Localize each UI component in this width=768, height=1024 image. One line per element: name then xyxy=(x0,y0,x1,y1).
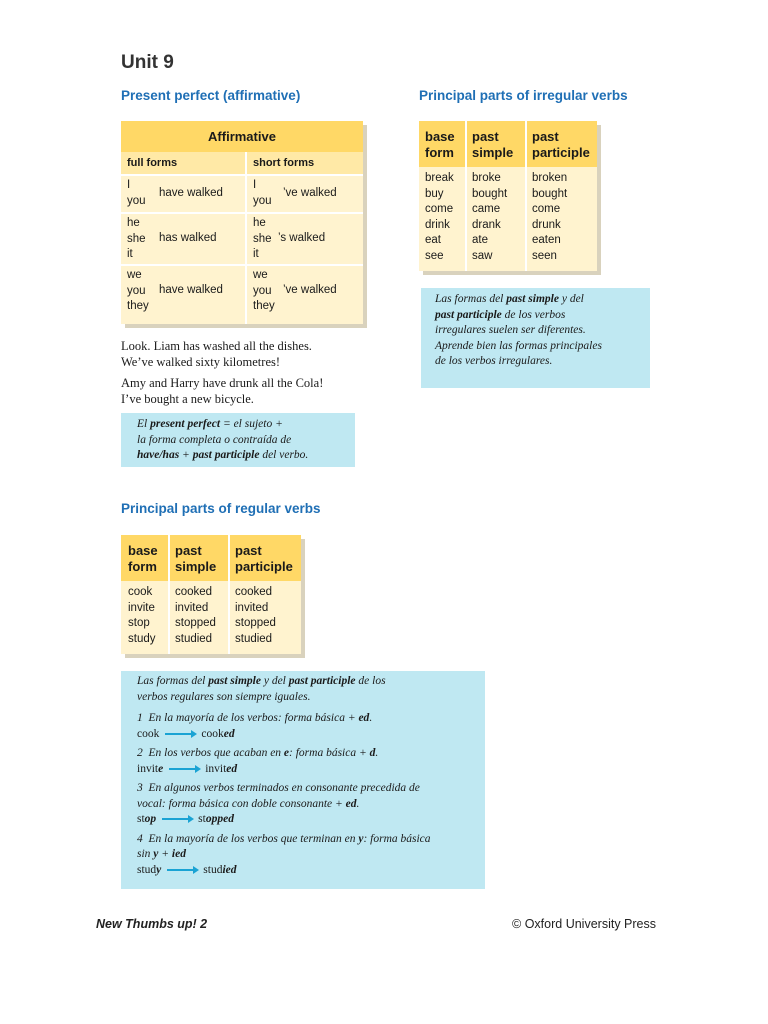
header-past-simple: past simple xyxy=(175,543,217,574)
rule-1: 1 En la mayoría de los verbos: forma básica + ed. cook cooked xyxy=(137,712,373,740)
short-form-cell: ’ve walked xyxy=(283,284,337,296)
full-form-cell: have walked xyxy=(159,187,223,199)
past-participle-column: broken bought come drunk eaten seen xyxy=(532,172,568,262)
arrow-icon xyxy=(165,733,195,735)
table-row xyxy=(121,174,363,214)
header-base-form: base form xyxy=(425,129,455,160)
past-participle-column: cooked invited stopped studied xyxy=(235,586,276,645)
present-perfect-note: El present perfect = el sujeto + la forma completa o contraída de have/has + past participle del verbo. xyxy=(121,413,355,467)
header-past-simple: past simple xyxy=(472,129,514,160)
rule-4: 4 En la mayoría de los verbos que terminan en y: forma básica sin y + ied study studied xyxy=(137,832,431,876)
header-past-participle: past participle xyxy=(235,543,293,574)
table-row xyxy=(121,212,363,266)
example-sentence: Look. Liam has washed all the dishes. xyxy=(121,339,312,353)
table-row xyxy=(121,264,363,326)
header-base-form: base form xyxy=(128,543,158,574)
past-simple-column: broke bought came drank ate saw xyxy=(472,172,508,262)
full-form-cell: has walked xyxy=(159,232,217,244)
col-full-forms: full forms xyxy=(127,157,178,169)
regular-verbs-heading: Principal parts of regular verbs xyxy=(121,501,321,516)
present-perfect-heading: Present perfect (affirmative) xyxy=(121,88,301,103)
examples-block-1 xyxy=(121,338,312,370)
example-sentence: We’ve walked sixty kilometres! xyxy=(121,355,281,369)
unit-title: Unit 9 xyxy=(121,52,174,73)
irregular-verbs-heading: Principal parts of irregular verbs xyxy=(419,88,628,103)
header-past-participle: past participle xyxy=(532,129,590,160)
pronoun-cell: I you xyxy=(253,179,272,207)
example-sentence: I’ve bought a new bicycle. xyxy=(121,392,254,406)
arrow-icon xyxy=(169,768,199,770)
pronoun-cell: he she it xyxy=(253,217,272,260)
base-form-column: break buy come drink eat see xyxy=(425,172,454,262)
arrow-icon xyxy=(167,869,197,871)
irregular-verbs-note: Las formas del past simple y del past participle de los verbos irregulares suelen ser diferentes. Aprende bien las formas principales de los verbos irregulares. xyxy=(421,288,650,388)
affirmative-caption: Affirmative xyxy=(121,121,363,152)
short-form-cell: ’s walked xyxy=(278,232,326,244)
full-form-cell: have walked xyxy=(159,284,223,296)
irregular-verbs-table xyxy=(419,121,597,271)
arrow-icon xyxy=(162,818,192,820)
pronoun-cell: I you xyxy=(127,179,146,207)
regular-header-row xyxy=(121,535,301,581)
pronoun-cell: we you they xyxy=(127,269,149,312)
rule-3: 3 En algunos verbos terminados en consonante precedida de vocal: forma básica con doble consonante + ed. stop stopped xyxy=(137,782,420,825)
affirmative-header-row xyxy=(121,152,363,174)
pronoun-cell: we you they xyxy=(253,269,275,312)
book-title: New Thumbs up! 2 xyxy=(96,917,208,931)
irregular-header-row xyxy=(419,121,597,167)
rule-2: 2 En los verbos que acaban en e: forma básica + d. invite invited xyxy=(137,747,379,775)
affirmative-table xyxy=(121,121,363,324)
pronoun-cell: he she it xyxy=(127,217,146,260)
base-form-column: cook invite stop study xyxy=(128,586,156,645)
past-simple-column: cooked invited stopped studied xyxy=(175,586,216,645)
short-form-cell: ’ve walked xyxy=(283,187,337,199)
col-short-forms: short forms xyxy=(253,157,315,169)
regular-verbs-table xyxy=(121,535,301,654)
examples-block-2 xyxy=(121,375,323,407)
example-sentence: Amy and Harry have drunk all the Cola! xyxy=(121,376,324,390)
copyright: © Oxford University Press xyxy=(512,917,656,931)
regular-verbs-note: Las formas del past simple y del past participle de los verbos regulares son siempre iguales. 1 En la mayoría de los verbos: forma básica + ed. cook cooked 2 En los verbos que acaban en e: forma básica + d. invite invited 3 En algunos verbos terminados en consonante precedida de vocal: forma básica con doble consonante + ed. stop stopped 4 En la mayoría de los verbos que terminan en y: forma básica sin y + ied study studied xyxy=(121,671,485,889)
